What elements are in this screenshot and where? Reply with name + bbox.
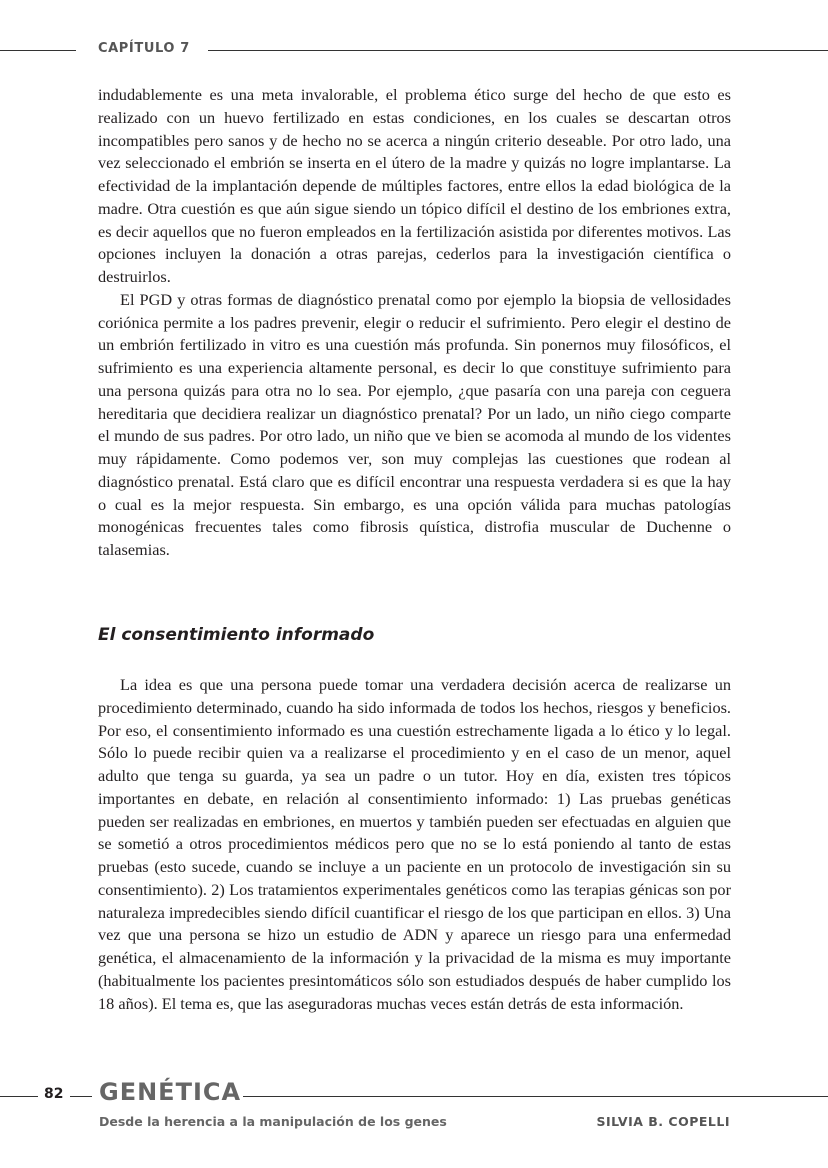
paragraph: indudablemente es una meta invalorable, el problema ético surge del hecho de que esto es realizado con un huevo fertilizado en estas condiciones, en los cuales se descartan otros incompatibles pero sanos y de hecho no se acerca a ningún criterio deseable. Por otro lado, una vez seleccionado el embrión se inserta en el útero de la madre y quizás no logre implantarse. La efectividad de la implantación depende de múltiples factores, entre ellos la edad biológica de la madre. Otra cuestión es que aún sigue siendo un tópico difícil el destino de los embriones extra, es decir aquellos que no fueron empleados en la fertilización asistida por diferentes motivos. Las opciones incluyen la donación a otras parejas, cederlos para la investigación científica o destruirlos. xyxy=(98,85,731,286)
chapter-label: CAPÍTULO 7 xyxy=(98,41,190,56)
footer-rule-right xyxy=(243,1096,828,1097)
body-text-bottom xyxy=(98,674,731,1015)
book-subtitle: Desde la herencia a la manipulación de los genes xyxy=(99,1114,447,1129)
chapter-header xyxy=(0,38,828,62)
paragraph: La idea es que una persona puede tomar una verdadera decisión acerca de realizarse un procedimiento determinado, cuando ha sido informada de todos los hechos, riesgos y beneficios. Por eso, el consentimiento informado es una cuestión estrechamente ligada a lo ético y lo legal. Sólo lo puede recibir quien va a realizarse el procedimiento y en el caso de un menor, aquel adulto que tenga su guarda, ya sea un padre o un tutor. Hoy en día, existen tres tópicos importantes en debate, en relación al consentimiento informado: 1) Las pruebas genéticas pueden ser realizadas en embriones, en muertos y también pueden ser efectuadas en alguien que se sometió a otros procedimientos médicos pero que no se lo está poniendo al tanto de estas pruebas (esto sucede, cuando se incluye a un paciente en un protocolo de investigación sin su consentimiento). 2) Los tratamientos experimentales genéticos como las terapias génicas son por naturaleza impredecibles siendo difícil cuantificar el riesgo de los que participan en ellos. 3) Una vez que una persona se hizo un estudio de ADN y aparece un riesgo para una enfermedad genética, el almacenamiento de la información y la privacidad de la misma es muy importante (habitualmente los pacientes presintomáticos sólo son estudiados después de haber cumplido los 18 años). El tema es, que las aseguradoras muchas veces están detrás de esta información. xyxy=(98,675,731,1013)
author-name: SILVIA B. COPELLI xyxy=(596,1114,730,1129)
footer-rule-mid xyxy=(70,1096,92,1097)
section-heading: El consentimiento informado xyxy=(98,625,375,645)
body-text-top xyxy=(98,84,731,562)
header-rule-right xyxy=(208,50,828,51)
page-number: 82 xyxy=(44,1086,64,1102)
footer-rule-left xyxy=(0,1096,38,1097)
book-title: GENÉTICA xyxy=(99,1078,242,1106)
paragraph: El PGD y otras formas de diagnóstico prenatal como por ejemplo la biopsia de vellosidades coriónica permite a los padres prevenir, elegir o reducir el sufrimiento. Pero elegir el destino de un embrión fertilizado in vitro es una cuestión más profunda. Sin ponernos muy filosóficos, el sufrimiento es una experiencia altamente personal, es decir lo que constituye sufrimiento para una persona quizás para otra no lo sea. Por ejemplo, ¿que pasaría con una pareja con ceguera hereditaria que decidiera realizar un diagnóstico prenatal? Por un lado, un niño ciego comparte el mundo de sus padres. Por otro lado, un niño que ve bien se acomoda al mundo de los videntes muy rápidamente. Como podemos ver, son muy complejas las cuestiones que rodean al diagnóstico prenatal. Está claro que es difícil encontrar una respuesta verdadera si es que la hay o cual es la mejor respuesta. Sin embargo, es una opción válida para muchas patologías monogénicas frecuentes tales como fibrosis quística, distrofia muscular de Duchenne o talasemias. xyxy=(98,289,731,559)
header-rule-left xyxy=(0,50,76,51)
page-footer xyxy=(0,1080,828,1140)
